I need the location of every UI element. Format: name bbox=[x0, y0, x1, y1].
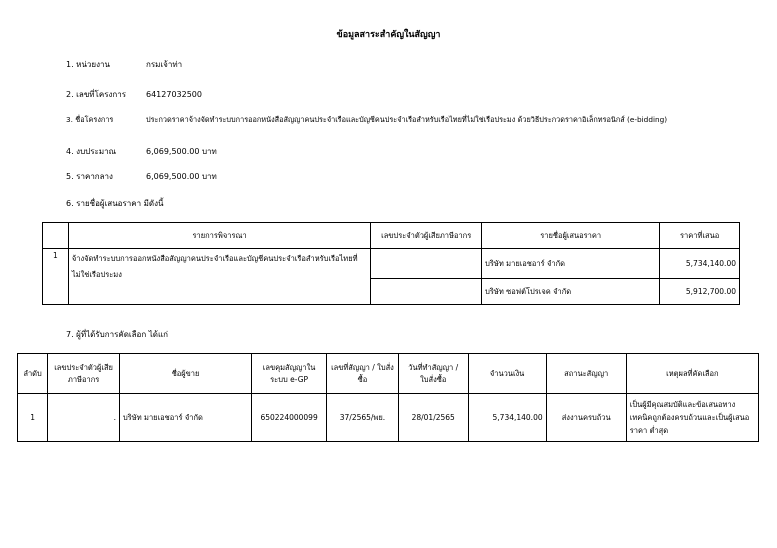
item-description: จ้างจัดทำระบบการออกหนังสือสัญญาคนประจำเรือและบัญชีคนประจำเรือสำหรับเรือไทยที่ไม่ใช่เรือประมง bbox=[68, 249, 370, 305]
info-project-name bbox=[66, 115, 667, 126]
bidders-table bbox=[42, 222, 740, 305]
winner-control-number: 650224000099 bbox=[252, 394, 327, 442]
info-label: 2. เลขที่โครงการ bbox=[66, 90, 127, 99]
column-header: เลขประจำตัวผู้เสียภาษีอากร bbox=[48, 354, 120, 394]
column-header bbox=[43, 223, 69, 249]
table-row bbox=[43, 249, 740, 279]
column-header: รายการพิจารณา bbox=[68, 223, 370, 249]
info-label: 4. งบประมาณ bbox=[66, 147, 117, 156]
info-value: ประกวดราคาจ้างจัดทำระบบการออกหนังสือสัญญาคนประจำเรือและบัญชีคนประจำเรือสำหรับเรือไทยที่ไม่ใช่เรือประมง ด้วยวิธีประกวดราคาอิเล็กทรอนิกส์ (e-bidding) bbox=[146, 115, 668, 124]
table-header-row bbox=[43, 223, 740, 249]
bidder-tax-id bbox=[371, 249, 482, 279]
info-value: 6,069,500.00 บาท bbox=[146, 172, 217, 181]
bidder-price: 5,734,140.00 bbox=[660, 249, 740, 279]
info-agency bbox=[66, 58, 182, 71]
section-6-heading: 6. รายชื่อผู้เสนอราคา มีดังนี้ bbox=[66, 199, 164, 208]
info-median-price bbox=[66, 170, 217, 183]
column-header: ลำดับ bbox=[18, 354, 48, 394]
bidder-name: บริษัท ซอฟต์โปรเจค จำกัด bbox=[482, 279, 660, 305]
info-project-number bbox=[66, 88, 202, 101]
column-header: รายชื่อผู้เสนอราคา bbox=[482, 223, 660, 249]
bidder-name: บริษัท มายเอชอาร์ จำกัด bbox=[482, 249, 660, 279]
column-header: เลขประจำตัวผู้เสียภาษีอากร bbox=[371, 223, 482, 249]
info-label: 5. ราคากลาง bbox=[66, 172, 113, 181]
section-7-heading: 7. ผู้ที่ได้รับการคัดเลือก ได้แก่ bbox=[66, 330, 168, 339]
item-number: 1 bbox=[43, 249, 69, 305]
column-header: ชื่อผู้ขาย bbox=[119, 354, 251, 394]
info-value: 6,069,500.00 บาท bbox=[146, 147, 217, 156]
column-header: วันที่ทำสัญญา / ใบสั่งซื้อ bbox=[398, 354, 468, 394]
column-header: จำนวนเงิน bbox=[468, 354, 546, 394]
info-budget bbox=[66, 145, 217, 158]
table-row bbox=[18, 394, 759, 442]
column-header: เลขคุมสัญญาในระบบ e-GP bbox=[252, 354, 327, 394]
winner-tax-id: . bbox=[48, 394, 120, 442]
winner-number: 1 bbox=[18, 394, 48, 442]
document-title: ข้อมูลสาระสำคัญในสัญญา bbox=[336, 30, 441, 40]
column-header: เหตุผลที่คัดเลือก bbox=[626, 354, 758, 394]
winner-contract-number: 37/2565/พย. bbox=[327, 394, 399, 442]
winner-amount: 5,734,140.00 bbox=[468, 394, 546, 442]
winner-vendor: บริษัท มายเอชอาร์ จำกัด bbox=[119, 394, 251, 442]
info-label: 1. หน่วยงาน bbox=[66, 60, 110, 69]
info-label: 3. ชื่อโครงการ bbox=[66, 115, 114, 124]
bidder-tax-id bbox=[371, 279, 482, 305]
winner-contract-date: 28/01/2565 bbox=[398, 394, 468, 442]
bidder-price: 5,912,700.00 bbox=[660, 279, 740, 305]
winner-reason: เป็นผู้มีคุณสมบัติและข้อเสนอทางเทคนิคถูกต้องครบถ้วนและเป็นผู้เสนอราคา ต่ำสุด bbox=[626, 394, 758, 442]
column-header: เลขที่สัญญา / ใบสั่งซื้อ bbox=[327, 354, 399, 394]
table-header-row bbox=[18, 354, 759, 394]
column-header: ราคาที่เสนอ bbox=[660, 223, 740, 249]
info-value: กรมเจ้าท่า bbox=[146, 60, 183, 69]
info-value: 64127032500 bbox=[146, 90, 202, 99]
column-header: สถานะสัญญา bbox=[546, 354, 626, 394]
winner-status: ส่งงานครบถ้วน bbox=[546, 394, 626, 442]
winner-table bbox=[17, 353, 759, 442]
